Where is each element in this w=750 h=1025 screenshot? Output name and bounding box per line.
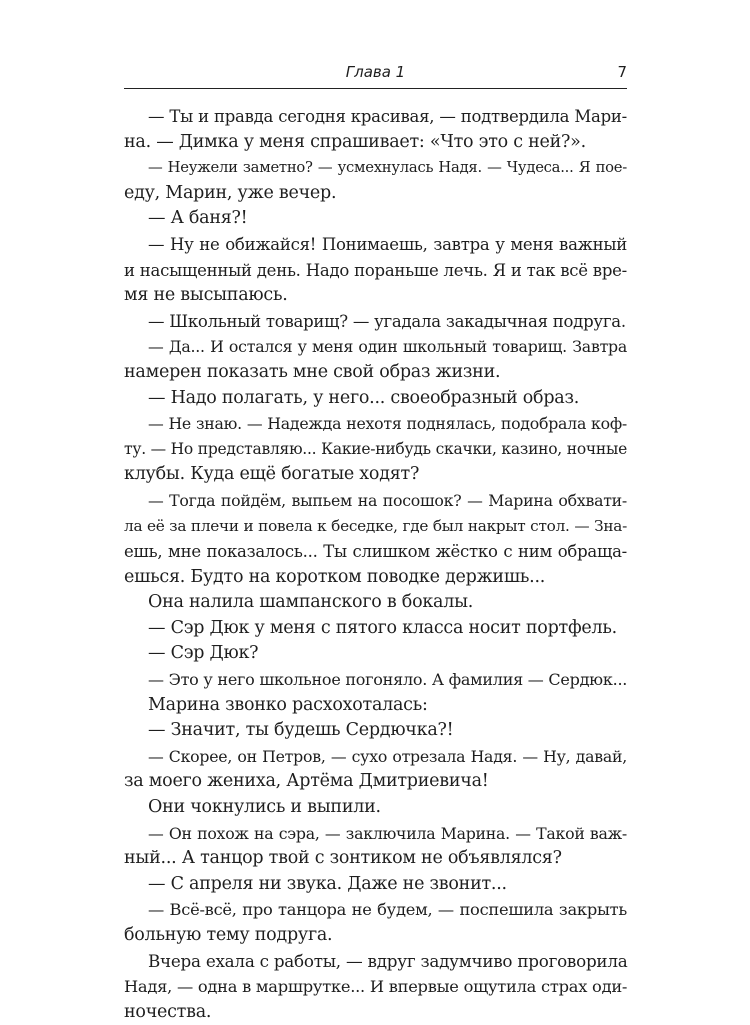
text-line: больную тему подруга. (124, 925, 333, 945)
text-line: — С апреля ни звука. Даже не звонит... (148, 873, 507, 894)
text-line: мя не высыпаюсь. (124, 285, 288, 306)
text-line: еду, Марин, уже вечер. (124, 182, 337, 203)
body-text (124, 104, 627, 1025)
text-line: — Значит, ты будешь Сердючка?! (148, 720, 454, 741)
text-line: за моего жениха, Артёма Дмитриевича! (124, 771, 489, 792)
text-line: ешь, мне показалось... Ты слишком жёстко с ним обраща- (124, 542, 627, 562)
text-line: — Это у него школьное погоняло. А фамилия — Сердюк... (148, 670, 628, 690)
text-line: — Тогда пойдём, выпьем на посошок? — Марина обхвати- (148, 490, 627, 510)
text-line: ту. — Но представляю... Какие-нибудь скачки, казино, ночные (124, 439, 627, 458)
running-header (124, 62, 627, 90)
text-line: — Сэр Дюк? (148, 643, 259, 664)
text-line: ночества. (124, 1001, 212, 1022)
text-line: — Скорее, он Петров, — сухо отрезала Надя. — Ну, давай, (148, 746, 627, 766)
text-line: — Сэр Дюк у меня с пятого класса носит портфель. (148, 617, 617, 638)
text-line: ешься. Будто на коротком поводке держишь... (124, 566, 546, 587)
header-rule (124, 88, 627, 89)
text-line: — Всё-всё, про танцора не будем, — поспешила закрыть (148, 900, 627, 920)
text-line: — Да... И остался у меня один школьный товарищ. Завтра (148, 337, 627, 357)
text-line: — А баня?! (148, 208, 248, 229)
text-line: Марина звонко расхохоталась: (148, 694, 428, 715)
text-line: клубы. Куда ещё богатые ходят? (124, 464, 420, 485)
text-line: — Надо полагать, у него... своеобразный образ. (148, 387, 580, 408)
text-line: ный... А танцор твой с зонтиком не объявлялся? (124, 848, 562, 869)
text-line: — Не знаю. — Надежда нехотя поднялась, подобрала коф- (148, 414, 627, 434)
text-line: Она налила шампанского в бокалы. (148, 592, 474, 613)
text-line: — Школьный товарищ? — угадала закадычная подруга. (148, 311, 626, 331)
text-line: Вчера ехала с работы, — вдруг задумчиво проговорила (148, 950, 628, 971)
text-line: на. — Димка у меня спрашивает: «Что это с ней?». (124, 131, 586, 152)
text-line: и насыщенный день. Надо пораньше лечь. Я и так всё вре- (124, 260, 627, 280)
text-line: ла её за плечи и повела к беседке, где был накрыт стол. — Зна- (124, 516, 627, 535)
page-number: 7 (617, 63, 627, 81)
text-line: — Ну не обижайся! Понимаешь, завтра у меня важный (148, 234, 627, 254)
text-line: — Ты и правда сегодня красивая, — подтвердила Мари- (148, 107, 627, 126)
chapter-title: Глава 1 (345, 63, 406, 81)
text-line: намерен показать мне свой образ жизни. (124, 361, 501, 382)
text-line: — Он похож на сэра, — заключила Марина. — Такой важ- (148, 823, 627, 843)
text-line: — Неужели заметно? — усмехнулась Надя. — Чудеса... Я пое- (148, 159, 627, 177)
text-line: Надя, — одна в маршрутке... И впервые ощутила страх оди- (124, 977, 628, 997)
text-line: Они чокнулись и выпили. (148, 797, 381, 818)
